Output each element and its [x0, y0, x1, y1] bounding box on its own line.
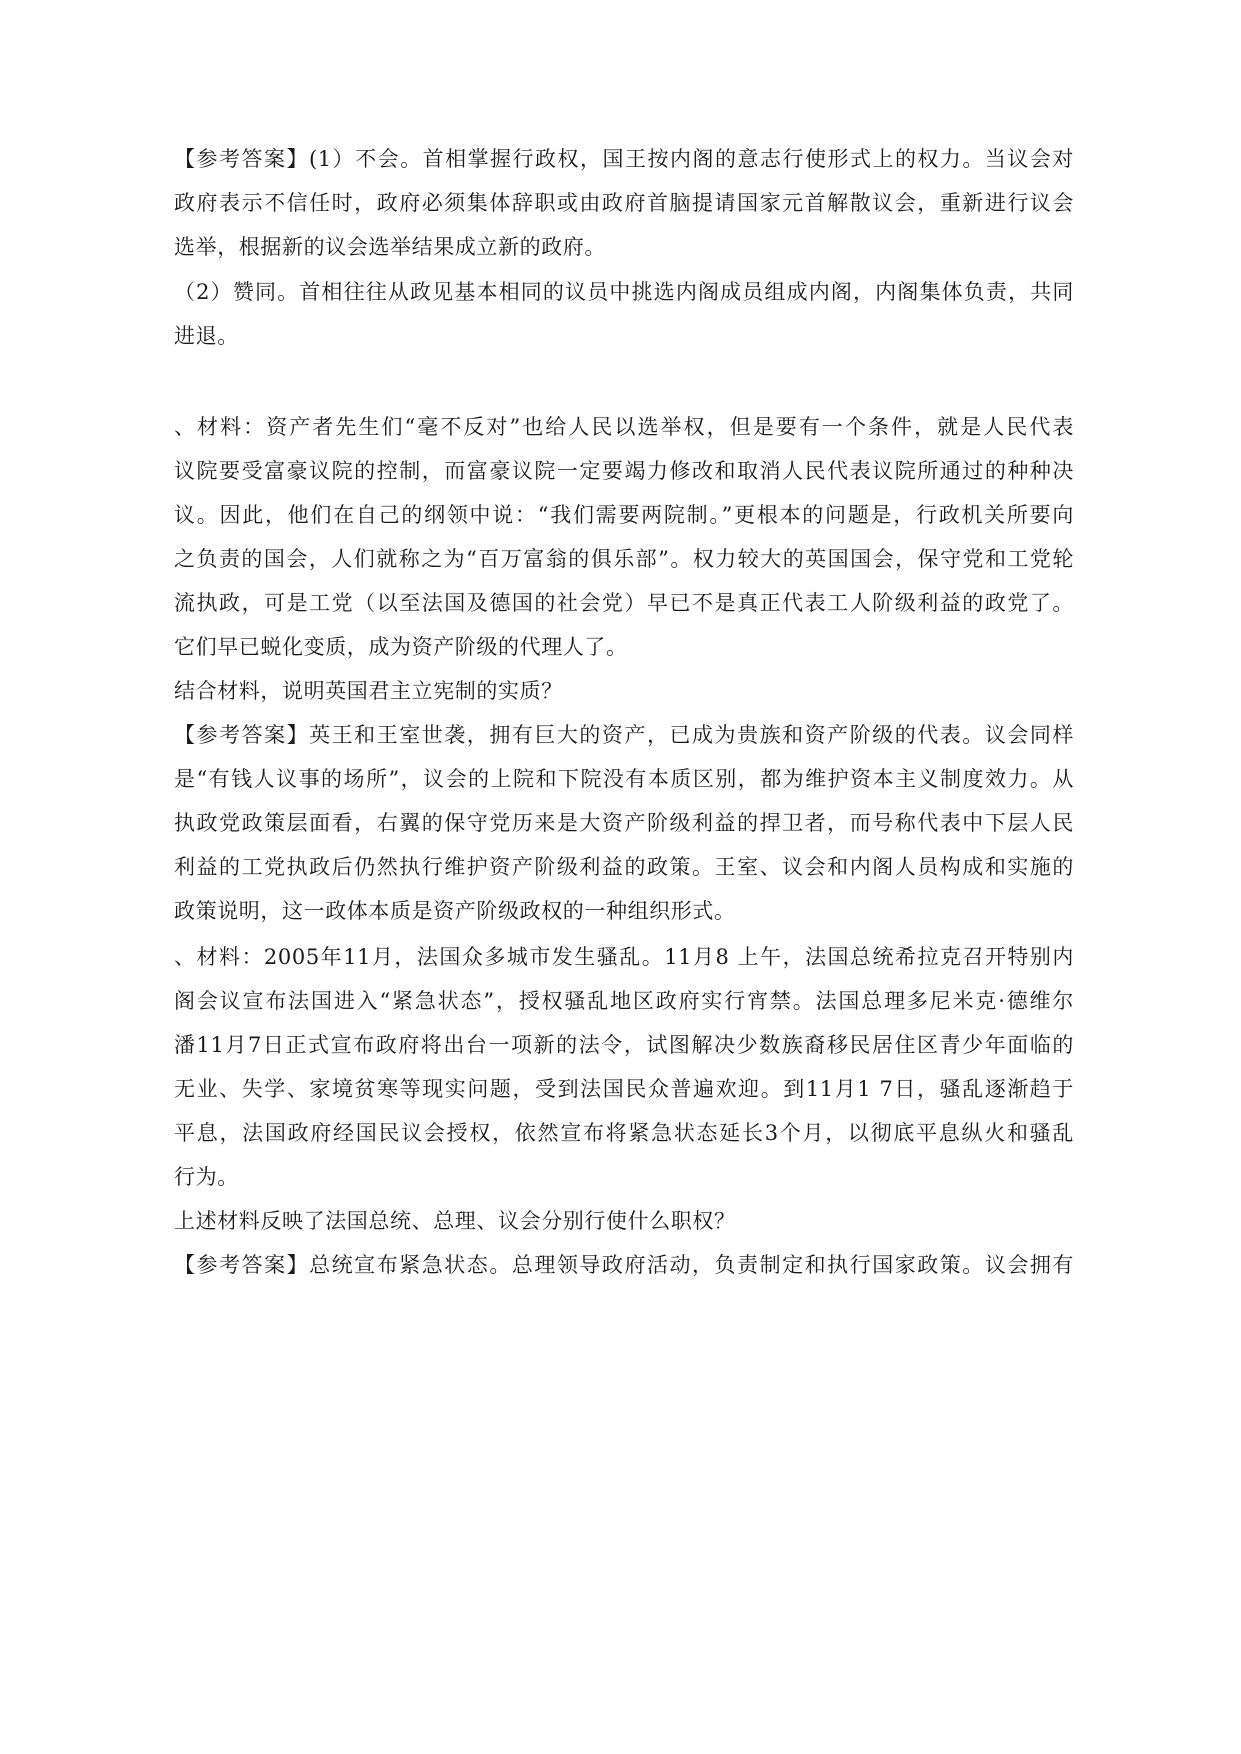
- text-line: 【参考答案】英王和王室世袭，拥有巨大的资产，已成为贵族和资产阶级的代表。议会同样: [174, 723, 1074, 747]
- text-line: 执政党政策层面看，右翼的保守党历来是大资产阶级利益的捍卫者，而号称代表中下层人民: [174, 811, 1074, 835]
- text-line: 平息，法国政府经国民议会授权，依然宣布将紧急状态延长3个月，以彻底平息纵火和骚乱: [174, 1121, 1074, 1145]
- text-line: 利益的工党执政后仍然执行维护资产阶级利益的政策。王室、议会和内阁人员构成和实施的: [174, 855, 1074, 879]
- text-line: 潘11月7日正式宣布政府将出台一项新的法令，试图解决少数族裔移民居住区青少年面临的: [174, 1033, 1074, 1057]
- text-line: 行为。: [174, 1165, 239, 1189]
- text-line: 议院要受富豪议院的控制，而富豪议院一定要竭力修改和取消人民代表议院所通过的种种决: [174, 459, 1074, 483]
- question-2: [174, 1199, 1074, 1243]
- text-line: 结合材料，说明英国君主立宪制的实质？: [174, 679, 563, 703]
- text-line: 【参考答案】(1）不会。首相掌握行政权，国王按内阁的意志行使形式上的权力。当议会对: [174, 147, 1074, 171]
- text-line: 它们早已蜕化变质，成为资产阶级的代理人了。: [174, 635, 628, 659]
- text-line: 选举，根据新的议会选举结果成立新的政府。: [174, 235, 606, 259]
- material-paragraph-1: [174, 405, 1074, 669]
- text-line: 无业、失学、家境贫寒等现实问题，受到法国民众普遍欢迎。到11月1 7日，骚乱逐渐趋于: [174, 1077, 1074, 1101]
- text-line: 流执政，可是工党（以至法国及德国的社会党）早已不是真正代表工人阶级利益的政党了。: [174, 591, 1074, 615]
- text-line: 、材料：资产者先生们“毫不反对”也给人民以选举权，但是要有一个条件，就是人民代表: [174, 415, 1074, 439]
- text-line: 议。因此，他们在自己的纲领中说：“我们需要两院制。”更根本的问题是，行政机关所要向: [174, 503, 1074, 527]
- text-line: 上述材料反映了法国总统、总理、议会分别行使什么职权？: [174, 1209, 736, 1233]
- text-line: 【参考答案】总统宣布紧急状态。总理领导政府活动，负责制定和执行国家政策。议会拥有: [174, 1253, 1074, 1277]
- text-line: （2）赞同。首相往往从政见基本相同的议员中挑选内阁成员组成内阁，内阁集体负责，共同: [174, 280, 1074, 304]
- answer-paragraph-1: [174, 137, 1074, 269]
- text-line: 是“有钱人议事的场所”，议会的上院和下院没有本质区别，都为维护资本主义制度效力。从: [174, 767, 1074, 791]
- text-line: 、材料：2005年11月，法国众多城市发生骚乱。11月8 上午，法国总统希拉克召开特别内: [174, 945, 1074, 969]
- text-line: 政策说明，这一政体本质是资产阶级政权的一种组织形式。: [174, 899, 736, 923]
- material-paragraph-2: [174, 935, 1074, 1199]
- text-line: 进退。: [174, 324, 239, 348]
- answer-paragraph-4: [174, 1243, 1074, 1287]
- text-line: 阁会议宣布法国进入“紧急状态”，授权骚乱地区政府实行宵禁。法国总理多尼米克·德维尔: [174, 989, 1074, 1013]
- question-1: [174, 669, 1074, 713]
- text-line: 政府表示不信任时，政府必须集体辞职或由政府首脑提请国家元首解散议会，重新进行议会: [174, 191, 1074, 215]
- text-line: 之负责的国会，人们就称之为“百万富翁的俱乐部”。权力较大的英国国会，保守党和工党轮: [174, 547, 1074, 571]
- answer-paragraph-2: [174, 270, 1074, 358]
- answer-paragraph-3: [174, 713, 1074, 933]
